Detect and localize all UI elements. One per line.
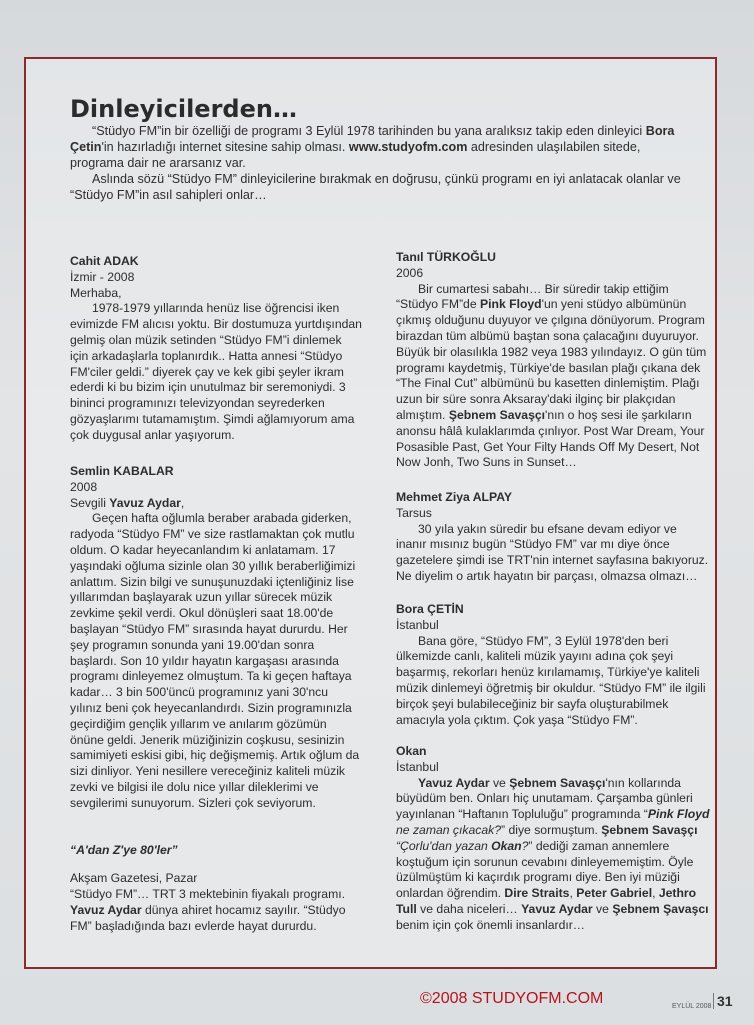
letter-okan: [396, 744, 710, 934]
letter-body: Bir cumartesi sabahı… Bir süredir takip ettiğim “Stüdyo FM”de Pink Floyd'un yeni stüdyo albümünün çıkmış olduğunu duyuyor ve çılgına dönüyorum. Program birazdan tüm albümü baştan sona çalacağını duyuruyor. Büyük bir olasılıkla 1982 veya 1983 yılındayız. O gün tüm programı kaydetmiş, Türkiye'de basılan plağı çıkana dek “The Final Cut” albümünü bu kasetten dinlemiştim. Plağı uzun bir süre sonra Aksaray'daki ilginç bir plakçıdan almıştım. Şebnem Savaşçı'nın o hoş sesi ile şarkıların anonsu hâlâ kulaklarımda çınlıyor. Post War Dream, Your Posasible Past, Get Your Filty Hands Off My Desert, Not Now Jonh, Two Suns in Sunset…: [396, 281, 707, 470]
letter-greeting: Merhaba,: [70, 285, 122, 300]
author-name: Bora ÇETİN: [396, 602, 464, 616]
letter-greeting: Sevgili Yavuz Aydar,: [70, 495, 185, 510]
issue-month: EYLÜL 2008: [672, 1003, 712, 1010]
page-title: Dinleyicilerden…: [70, 95, 297, 123]
quote-body: “Stüdyo FM”… TRT 3 mektebinin fiyakalı programı. Yavuz Aydar dünya ahiret hocamız sayılır. “Stüdyo FM” başladığında bazı evlerde hayat dururdu.: [70, 886, 346, 933]
page-number: 31: [713, 993, 733, 1009]
letter-body: Geçen hafta oğlumla beraber arabada giderken, radyoda “Stüdyo FM” ve size rastlamaktan çok mutlu oldum. O kadar heyecanlandım ki anlatamam. 17 yaşındaki oğluma sizinle olan 30 yıllık beraberliğimizi anlattım. Sizin bilgi ve sunuşunuzdaki içtenliğiniz lise yıllarımdan başlayarak uzun yıllar sürecek müzik zevkime şekil verdi. Okul dönüşleri saat 18.00'de başlayan “Stüdyo FM” sırasında hayat dururdu. Her şey programın sonunda yani 19.00'dan sonra başlardı. Son 10 yıldır hayatın kargaşası arasında programı dinleyemez olmuştum. Ta ki geçen haftaya kadar… 3 bin 500'üncü programınız yani 30'ncu yılınız beni çok heyecanlandırdı. Sizin programınızla geçirdiğim gençlik yıllarım ve anılarım gözümün önüne geldi. Jenerik müziğinizin coşkusu, sesinizin samimiyeti eskisi gibi, hiç değişmemiş. Artık oğlum da sizi dinliyor. Yeni nesillere vereceğiniz kaliteli müzik zevki ve bilgisi ile dolu nice yıllar dileklerimi ve sevgilerimi sunuyorum. Sizleri çok seviyorum.: [70, 511, 360, 810]
intro-paragraph-2: Aslında sözü “Stüdyo FM” dinleyicilerine bırakmak en doğrusu, çünkü programı en iyi anlatacak olanlar ve “Stüdyo FM”in asıl sahipleri onlar…: [70, 172, 681, 202]
author-name: Mehmet Ziya ALPAY: [396, 490, 513, 504]
intro-paragraph-1: “Stüdyo FM”in bir özelliği de programı 3 Eylül 1978 tarihinden bu yana aralıksız takip eden dinleyici Bora Çetin'in hazırladığı internet sitesine sahip olması. www.studyofm.com adresinden ulaşılabilen sitede, programa dair ne ararsanız var.: [70, 124, 675, 170]
quote-title: “A'dan Z'ye 80'ler”: [70, 843, 178, 858]
author-place: 2006: [396, 265, 424, 280]
letter-cahit: [70, 254, 362, 444]
author-place: İstanbul: [396, 759, 439, 774]
letter-tanil: [396, 250, 710, 471]
author-name: Semlin KABALAR: [70, 464, 174, 478]
letter-body: Yavuz Aydar ve Şebnem Savaşçı'nın kollarında büyüdüm ben. Onları hiç unutamam. Çarşamba günleri yayınlanan “Haftanın Topluluğu” programında “Pink Floyd ne zaman çıkacak?” diye sormuştum. Şebnem Savaşçı “Çorlu'dan yazan Okan?” dediği zaman annemlere koştuğum için sorunun cevabını dinleyememiştim. Öyle üzülmüştüm ki kaçırdık programı diye. Ben iyi müziği onlardan öğrendim. Dire Straits, Peter Gabriel, Jethro Tull ve daha niceleri… Yavuz Aydar ve Şebnem Şavaşcı benim için çok önemli insanlardır…: [396, 775, 710, 932]
quote-source: Akşam Gazetesi, Pazar: [70, 871, 198, 886]
author-place: Tarsus: [396, 505, 432, 520]
author-name: Tanıl TÜRKOĞLU: [396, 250, 496, 264]
author-place: İzmir - 2008: [70, 269, 135, 284]
letter-body: 1978-1979 yıllarında henüz lise öğrencisi iken evimizde FM alıcısı yoktu. Bir dostumuza yurtdışından gelmiş olan müzik setinden “Stüdyo FM”i dinlemek için arkadaşlarla toplanırdık.. Hatta annesi “Stüdyo FM'ciler geldi.” diyerek çay ve kek gibi şeyler ikram ederdi ki bu bizim için unutulmaz bir seremoniydi. 3 bininci programınızı televizyondan seyrederken gözyaşlarımı tutamamıştım. Şimdi ağlamıyorum ama çok duygusal anlar yaşıyorum.: [70, 301, 362, 442]
letter-mehmet: [396, 490, 710, 585]
website-link[interactable]: www.studyofm.com: [348, 140, 468, 154]
quote-akşam: [70, 831, 362, 934]
author-place: 2008: [70, 479, 98, 494]
letter-bora: [396, 602, 710, 728]
author-name: Cahit ADAK: [70, 254, 139, 268]
letter-body: Bana göre, “Stüdyo FM”, 3 Eylül 1978'den beri ülkemizde canlı, kaliteli müzik yayını adına çok şeyi başarmış, rekorları henüz kırılamamış, Türkiye'ye kaliteli müzik dinlemeyi öğretmiş bir okuldur. “Stüdyo FM” ile ilgili birçok şeyi bulabileceğiniz bir sayfa oluşturabilmek amacıyla yola çıktım. Çok yaşa “Stüdyo FM”.: [396, 633, 706, 727]
author-place: İstanbul: [396, 617, 439, 632]
intro-text: [70, 123, 690, 203]
author-name: Okan: [396, 744, 427, 758]
letter-body: 30 yıla yakın süredir bu efsane devam ediyor ve inanır mısınız bugün “Stüdyo FM” var mı diye önce gazetelere şimdi ise TRT'nin internet sayfasına bakıyoruz. Ne diyelim o artık hayatın bir parçası, olmazsa olmazı…: [396, 521, 709, 583]
copyright-text: ©2008 STUDYOFM.COM: [420, 990, 604, 1007]
letter-semlin: [70, 464, 362, 812]
